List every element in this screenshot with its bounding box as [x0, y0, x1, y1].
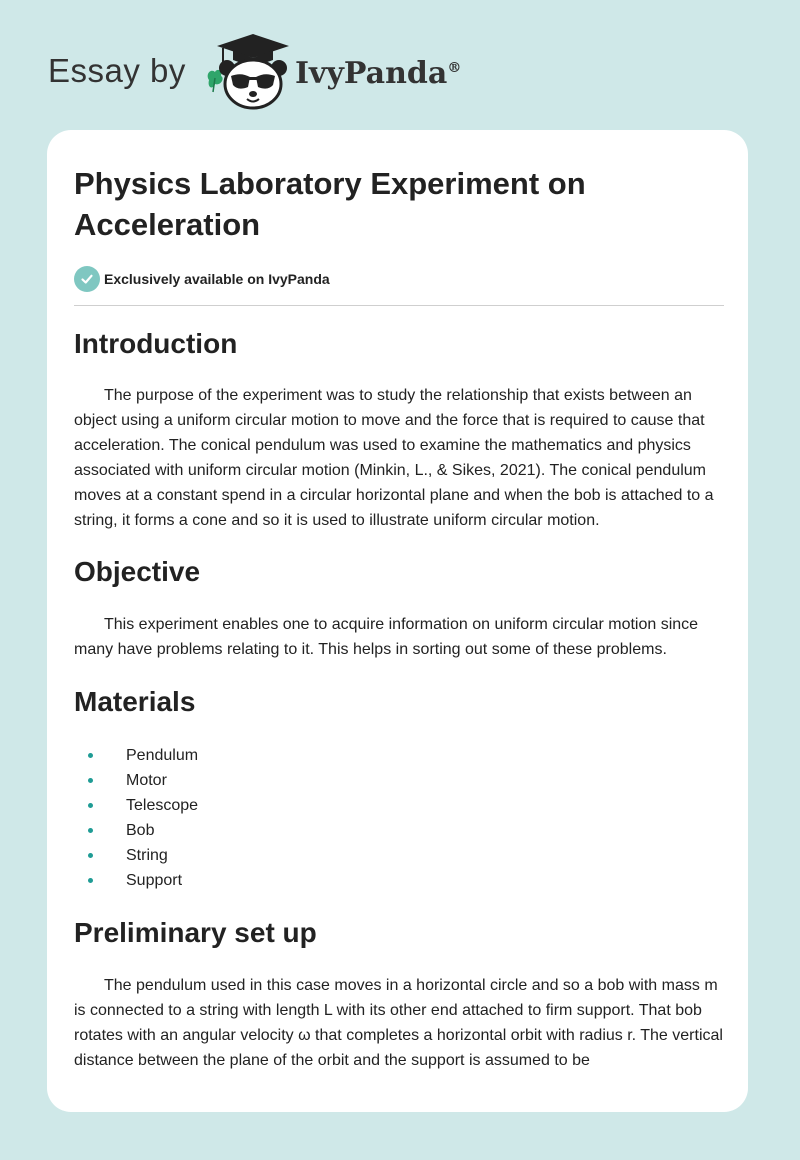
materials-heading: Materials: [74, 686, 196, 717]
exclusive-badge: [74, 265, 724, 293]
bullet-icon: [88, 803, 93, 808]
introduction-heading: Introduction: [74, 328, 238, 359]
article-content: [74, 163, 724, 1073]
objective-paragraph: This experiment enables one to acquire information on uniform circular motion since many have problems relating to it. This helps in sorting out some of these problems.: [74, 616, 699, 658]
introduction-paragraph: The purpose of the experiment was to study the relationship that exists between an object using a uniform circular motion to move and the force that is required to cause that acceleration. The conical pendulum was used to examine the mathematics and physics associated with uniform circular motion (Minkin, L., & Sikes, 2021). The conical pendulum moves at a constant spend in a circular horizontal plane and when the bob is attached to a string, it forms a cone and so it is used to illustrate uniform circular motion.: [74, 387, 714, 529]
list-item-label: Telescope: [126, 797, 199, 814]
registered-mark: ®: [447, 60, 462, 76]
bullet-icon: [88, 828, 93, 833]
ivy-leaf-icon: [208, 70, 223, 92]
brand-name[interactable]: IvyPanda®: [295, 56, 462, 91]
list-item-label: String: [126, 847, 168, 864]
article-card: [47, 130, 748, 1112]
objective-heading: Objective: [74, 556, 201, 587]
bullet-icon: [88, 878, 93, 883]
bullet-icon: [88, 853, 93, 858]
list-item: [74, 843, 724, 868]
list-item-label: Bob: [126, 822, 155, 839]
list-item: [74, 768, 724, 793]
exclusive-label: Exclusively available on IvyPanda: [104, 271, 330, 287]
preliminary-heading: Preliminary set up: [74, 917, 317, 948]
check-circle-icon: [74, 266, 100, 292]
site-header: [48, 34, 508, 114]
bullet-icon: [88, 753, 93, 758]
preliminary-paragraph: The pendulum used in this case moves in a horizontal circle and so a bob with mass m is connected to a string with length L with its other end attached to firm support. That bob rotates with an angular velocity ω that completes a horizontal orbit with radius r. The vertical distance between the plane of the orbit and the support is assumed to be: [74, 977, 723, 1069]
list-item: [74, 868, 724, 893]
article-title: Physics Laboratory Experiment on Acceleration: [74, 166, 586, 242]
list-item: [74, 793, 724, 818]
list-item-label: Support: [126, 872, 183, 889]
list-item-label: Motor: [126, 772, 167, 789]
essay-by-label: Essay by: [48, 52, 186, 89]
materials-list: [74, 743, 724, 893]
list-item: [74, 743, 724, 768]
panda-logo-icon[interactable]: [203, 34, 293, 110]
title-divider: [74, 305, 724, 306]
bullet-icon: [88, 778, 93, 783]
list-item-label: Pendulum: [126, 747, 199, 764]
list-item: [74, 818, 724, 843]
